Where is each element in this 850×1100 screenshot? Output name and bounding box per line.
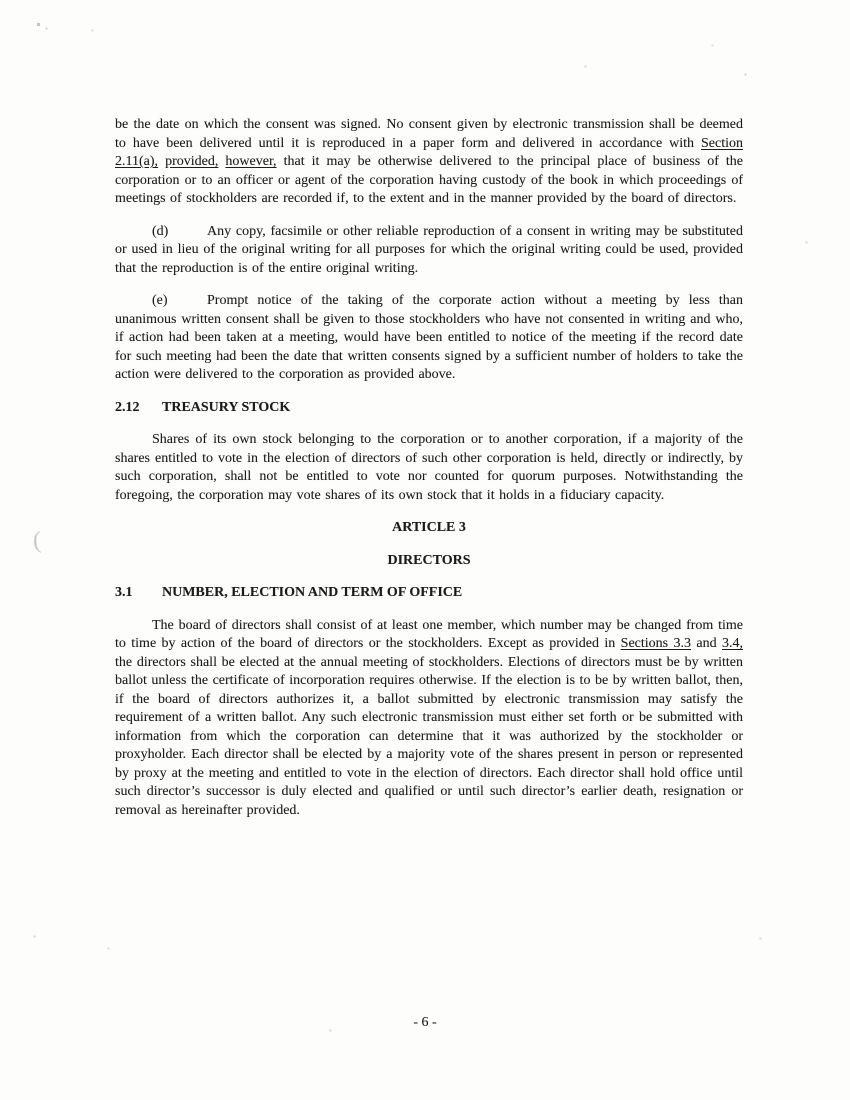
scan-artifact-paren: ( bbox=[32, 527, 42, 555]
paragraph-label: (e) bbox=[152, 293, 168, 308]
section-2-12-heading bbox=[115, 399, 743, 418]
subsection-e-paragraph: (e) Prompt notice of the taking of the corporate action without a meeting by less than unanimous written consent shall be given to those stockholders who have not consented in writing and who, if action had been taken at a meeting, would have been entitled to notice of the meeting if the record date for such meeting had been the date that written consents signed by a sufficient number of holders to take the action were delivered to the corporation as provided above. bbox=[115, 293, 743, 382]
underlined-reference: provided, bbox=[165, 154, 219, 169]
section-title: TREASURY STOCK bbox=[162, 399, 291, 415]
section-3-1-heading bbox=[115, 584, 743, 603]
underlined-reference: however, bbox=[225, 154, 277, 169]
underlined-reference: Section 2.11(a), bbox=[115, 135, 743, 169]
underlined-reference: 3.4, bbox=[722, 636, 743, 651]
paragraph-label: (d) bbox=[152, 223, 169, 239]
consent-continuation-paragraph: be the date on which the consent was signed. No consent given by electronic transmission shall be deemed to have been delivered until it is reproduced in a paper form and delivered in accordance with Section 2.11(a), provided, however, that it may be otherwise delivered to the principal place of business of the corporation or to an officer or agent of the corporation having custody of the book in which proceedings of meetings of stockholders are recorded if, to the extent and in the manner provided by the board of directors. bbox=[115, 117, 744, 206]
subsection-d-paragraph: (d) Any copy, facsimile or other reliable reproduction of a consent in writing may be substituted or used in lieu of the original writing for all purposes for which the original writing could be used, provided that the reproduction is of the entire original writing. bbox=[115, 223, 743, 276]
underlined-reference: Sections 3.3 bbox=[620, 636, 691, 651]
section-title: NUMBER, ELECTION AND TERM OF OFFICE bbox=[162, 585, 463, 600]
number-election-term-paragraph: The board of directors shall consist of at least one member, which number may be changed from time to time by action of the board of directors or the stockholders. Except as provided in Sections 3.3 and 3.4, the directors shall be elected at the annual meeting of stockholders. Elections of directors must be by written ballot unless the certificate of incorporation requires otherwise. If the election is to be by written ballot, then, if the board of directors authorizes it, a ballot submitted by electronic transmission may satisfy the requirement of a written ballot. Any such electronic transmission must either set forth or be submitted with information from which the corporation can determine that it was authorized by the stockholder or proxyholder. Each director shall be elected by a majority vote of the shares present in person or represented by proxy at the meeting and entitled to vote in the election of directors. Each director shall hold office until such director’s successor is duly elected and qualified or until such director’s earlier death, resignation or removal as hereinafter provided. bbox=[115, 617, 743, 818]
scan-speckles bbox=[0, 0, 1, 1]
section-number: 2.12 bbox=[115, 399, 140, 415]
article-3-heading: ARTICLE 3 bbox=[392, 520, 466, 535]
treasury-stock-paragraph: Shares of its own stock belonging to the corporation or to another corporation, if a majority of the shares entitled to vote in the election of directors of such other corporation is held, directly or indirectly, by such corporation, shall not be entitled to vote nor counted for quorum purposes. Notwithstanding the foregoing, the corporation may vote shares of its own stock that it holds in a fiduciary capacity. bbox=[115, 432, 743, 503]
section-number: 3.1 bbox=[115, 585, 133, 600]
directors-heading: DIRECTORS bbox=[387, 552, 471, 568]
document-body bbox=[115, 116, 743, 834]
page-number: - 6 - bbox=[413, 1015, 437, 1030]
